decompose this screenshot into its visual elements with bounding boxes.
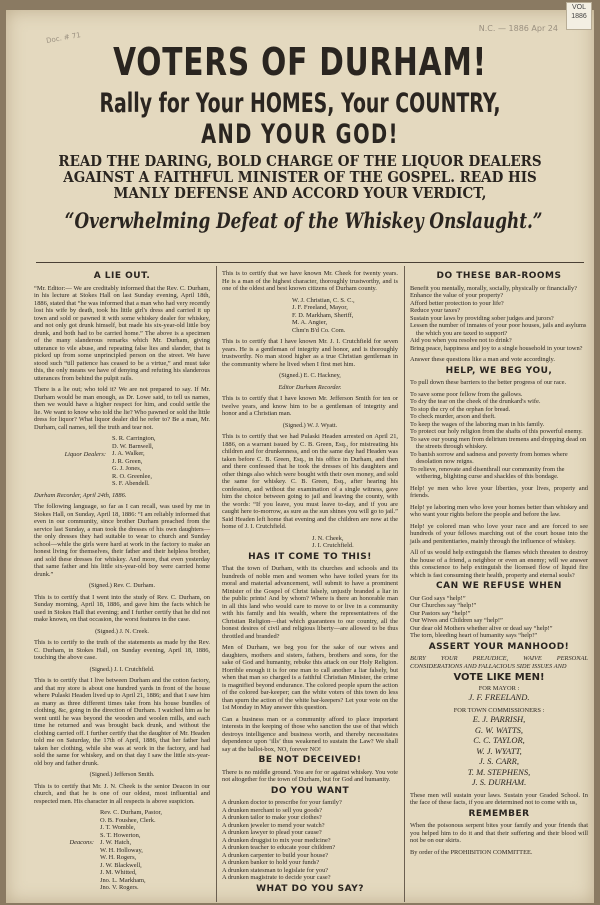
deacons-label: Deacons: — [69, 839, 94, 846]
list-item: Chm'n B'd Co. Com. — [292, 326, 346, 334]
list-item: C. C. TAYLOR, — [473, 735, 525, 745]
paragraph: This is to certify that we have known Mr. Cheek for twenty years. He is a man of the highest character, thoroughly trustworthy, and is one of the oldest and best known citizens of Durham county. — [222, 270, 398, 292]
section-heading: REMEMBER — [468, 808, 530, 819]
list-item: J. N. Cheek, — [312, 534, 344, 542]
paragraph: Help! ye colored man who love your race and are forced to see hundreds of your fellows marching out of the court house into the jails and penitentiaries, mainly through the influence of whiskey. — [410, 522, 588, 545]
list-item: M. A. Angier, — [292, 319, 328, 326]
list-item: S. T. Howerton, — [100, 831, 141, 839]
section-heading: HAS IT COME TO THIS! — [248, 551, 372, 562]
list-item: Afford better protection to your life? — [410, 299, 504, 307]
dealers-block — [34, 435, 210, 492]
column-divider — [404, 266, 405, 902]
paragraph: Men of Durham, we beg you for the sake of our wives and daughters, mothers and sisters, fathers, brothers and sons, for the sake of God and humanity, rebuke this attack on our Holy Religion. Horrible enough it is for one man to call another a liar falsely, but when that man so charged is a faithful Christian Minister, the crime is magnified beyond endurance. The colored people spurn the action of the colored bar-keeper; can the white voters of this town do less than spurn the action of the white bar-keepers? Let your vote on the 1st Monday in May answer this question. — [222, 644, 398, 711]
list-item: Sustain your laws by providing sober judges and jurors? — [410, 314, 554, 322]
pencil-note-top: N.C. — 1886 Apr 24 — [478, 24, 558, 33]
paragraph: This is to certify that we had Pulaski Headen arrested on April 21, 1886, on a warrant issued by C. B. Green, Esq., for mistreating his children and for drunkenness, and on the same day had Headen was taken before C. B. Green, Esq., in his office in Durham, and then and there confessed that he took the dresses of his daughters and other things also which were bought with their own money, and sold the same for whiskey. C. B. Green, Esq., after hearing his confession, and without the examination of a single witness, gave him the choice between going to jail and leaving the county, with the words: “If you leave, you must leave to-day, and if you are caught here to-morrow, as sure as the sun shines you will go to jail.” Said Headen left home that evening and the children are now at the home of J. I. Crutchfield. — [222, 433, 398, 530]
list-item: J. W. Blackwell, — [100, 861, 142, 869]
list-item: To banish sorrow and sadness and poverty from homes where desolation now reigns. — [410, 450, 568, 465]
list-item: J. I. Crutchfield. — [312, 542, 354, 549]
signature: (Signed.) Rev. C. Durham. — [88, 582, 156, 589]
list-item: To save some poor fellow from the gallows. — [410, 390, 523, 398]
list-item: Aid you when you resolve not to drink? — [410, 337, 512, 344]
headline-defeat: “Overwhelming Defeat of the Whiskey Onslaught.” — [64, 208, 543, 233]
signature: (Signed.) W. J. Wyatt. — [282, 421, 338, 429]
signature-title: Editor Durham Recorder. — [278, 383, 342, 391]
commissioners-list — [410, 714, 588, 788]
headline-god: AND YOUR GOD! — [201, 119, 399, 150]
paragraph: There is a lie out; who told it? We are not prepared to say. If Mr. Durham would be man enough, as Dr. Lowe said, to tell us names, then we would have a higher respect for him, and could settle the lie. We want to know who told the lie? Who pawned or sold the little dress for liquor? What liquor dealer did he refer to? Be a man, Mr. Durham, call names, tell the truth and tear not. — [34, 386, 210, 431]
signature: (Signed.) J. N. Creek. — [95, 627, 149, 635]
column-right — [410, 270, 588, 902]
section-heading: HELP, WE BEG YOU, — [445, 365, 553, 376]
signers-list — [222, 535, 398, 550]
list-item: Our Churches say “help!” — [410, 602, 477, 609]
paragraph: The following language, so far as I can recall, was used by me in Stokes Hall, on Sunday, April 18, 1886: “I am reliably informed that even in our community, since brother Durham preached from the service last Sunday, a man took the dresses of his own daughters—the only dresses they had suitable to wear to church and Sunday school—while the girls were hard at work in the factory to make an honest living for themselves, their father and their helpless brother, and sold these dresses for whiskey. And more, that even yesterday that same father and his little six-year-old boy were carried home drunk.” — [34, 503, 210, 578]
signature: (Signed.) Jefferson Smith. — [89, 771, 155, 778]
list-item: D. W. Barnwell, — [112, 442, 154, 450]
list-item: F. D. Markham, Sheriff, — [292, 311, 354, 319]
column-left — [34, 270, 210, 902]
list-item: To protect our holy religion from the shafts of this powerful enemy. — [410, 428, 583, 435]
list-item: A drunken teacher to educate your children? — [222, 844, 336, 851]
archive-tag — [566, 2, 592, 30]
bar-rooms-list — [410, 285, 588, 353]
list-item: J. W. Hatch, — [100, 839, 132, 846]
paragraph: BURY YOUR PREJUDICE, WAIVE PERSONAL CONSIDERATIONS AND FALLACIOUS SIDE ISSUES AND — [410, 655, 588, 670]
wants-list — [222, 799, 398, 882]
list-item: A drunken statesman to legislate for you? — [222, 866, 329, 874]
list-item: S. F. Abendell. — [112, 480, 150, 487]
section-heading: DO YOU WANT — [270, 785, 350, 796]
list-item: Bring peace, happiness and joy to a single household in your town? — [410, 344, 583, 352]
paragraph: When the poisonous serpent bites your family and your friends that you helped him to do it and that their suffering and their blood will not be on our skirts. — [410, 822, 588, 844]
list-item: O. B. Foushee, Clerk. — [100, 816, 156, 824]
list-item: J. T. Womble, — [100, 824, 136, 831]
mayor-name: J. F. FREELAND. — [468, 692, 530, 702]
paragraph: Answer these questions like a man and vote accordingly. — [410, 356, 555, 363]
section-heading: BE NOT DECEIVED! — [258, 755, 362, 765]
list-item: W. J. WYATT, — [476, 745, 522, 756]
section-heading-lie: A LIE OUT. — [93, 271, 151, 281]
pencil-note-left: Doc. # 71 — [45, 31, 82, 45]
list-item: A drunken lawyer to plead your cause? — [222, 829, 322, 836]
list-item: A drunken tailor to make your clothes? — [222, 814, 322, 821]
list-item: T. M. STEPHENS, — [467, 766, 531, 777]
header — [6, 40, 594, 234]
list-item: Benefit you mentally, morally, socially, physically or financially? — [410, 284, 577, 292]
headline-rally: Rally for Your HOMES, Your COUNTRY, — [99, 88, 501, 119]
paragraph: This is to certify that Mr. J. N. Cheek is the senior Deacon in our church, and that he is one of our oldest, most influential and respected men. His character in all respects is above suspicion. — [34, 782, 210, 805]
paragraph: There is no middle ground. You are for or against whiskey. You vote not altogether for the town of Durham, but for God and humanity. — [222, 768, 398, 783]
list-item: A drunken druggist to mix your medicine? — [222, 836, 331, 844]
paragraph: This is to certify that I live between Durham and the cotton factory, and that my store is about one hundred yards in front of the house where Pulaski Headen lived up to April 21, 1886; and that I saw him as many as three different times take from his house bundles of clothing, &c, going in the direction of Durham. I watched him as he went until he was beyond the wooden and woolen mills, and each time he returned and was brought back drunk, and without the clothing carried off. I further certify that the daughter of Mr. Headen told me on Saturday, the 17th of April, 1886, that her father had taken her clothing, while she was at work in the factory, and had sold the same for whiskey, and on that day I saw the little six-year-old boy and father drunk. — [34, 677, 210, 767]
list-item: A drunken magistrate to decide your case? — [222, 874, 331, 881]
paragraph: That the town of Durham, with its churches and schools and its hundreds of noble men and women who have toiled years for its moral and material advancement, will submit to have a prominent Minister of the Gospel of Christ falsely, unjustly branded a liar in the public prints! And by whom? Where is there an honorable man in all this land who would care to move to or live in a community with his family and his wealth, where the representatives of the Christian Religion—that which guarantees to our country, all the bonest desires of civil and religious liberty—are allowed to be thus throttled and branded? — [222, 565, 398, 640]
list-item: W. H. Rogers, — [100, 854, 137, 861]
paragraph: These men will sustain your laws. Sustain your Graded School. In the face of these facts, if you are determined not to come with us, — [410, 791, 588, 806]
list-item: Jno. V. Rogers. — [100, 884, 139, 891]
list-item: R. O. Greenlee, — [112, 472, 152, 480]
header-rule — [36, 262, 584, 263]
list-item: To dry the tear on the cheek of the drunkard's wife. — [410, 398, 541, 405]
section-heading: DO THESE BAR-ROOMS — [436, 271, 562, 281]
list-item: To save our young men from delirium tremens and dropping dead on the streets through whiskey. — [410, 435, 587, 450]
archive-tag-line2: 1886 — [571, 13, 587, 20]
list-item: J. A. Walker, — [112, 450, 145, 457]
list-item: To check murder, arson and theft. — [410, 413, 496, 420]
body-columns — [34, 266, 590, 902]
dateline: Durham Recorder, April 24th, 1886. — [34, 491, 127, 499]
list-item: Jno. L. Markham, — [100, 876, 146, 884]
list-item: Rev. C. Durham, Pastor, — [100, 809, 162, 816]
list-item: G. W. WATTS, — [474, 724, 524, 735]
list-item: A drunken doctor to prescribe for your family? — [222, 799, 342, 806]
paragraph: To pull down these barriers to the better progress of our race. — [410, 379, 567, 386]
column-divider — [216, 266, 217, 902]
signers-list — [222, 297, 398, 335]
commissioners-label: FOR TOWN COMMISSIONERS : — [453, 706, 545, 714]
paragraph: This is to certify that I have known Mr. J. I. Crutchfield for seven years. He is a gentleman of integrity and honor, and is thoroughly trustworthy. No man stood higher as a true Christian gentleman in the community where he lived when I first met him. — [222, 338, 398, 368]
dealers-label: Liquor Dealers: — [64, 451, 106, 458]
list-item: A drunken banker to hold your funds? — [222, 859, 320, 866]
section-heading: ASSERT YOUR MANHOOD! — [428, 641, 570, 652]
list-item: S. R. Carrington, — [112, 435, 156, 442]
paragraph: Help! ye laboring men who love your homes better than whiskey and who want your rights before the people and before the law. — [410, 503, 588, 518]
column-middle — [222, 270, 398, 902]
deacons-block — [34, 809, 210, 896]
paragraph: Help! ye men who love your liberties, your lives, property and friends. — [410, 484, 588, 499]
paragraph: This is to certify that I went into the study of Rev. C. Durham, on Sunday morning, April 18, 1886, and gave him the facts which he used in Stokes Hall that evening; and I further certify that he did not make known, on that occasion, the worst features in the case. — [34, 593, 210, 623]
list-item: A drunken merchant to sell you goods? — [222, 806, 323, 814]
headline-read: READ THE DARING, BOLD CHARGE OF THE LIQUOR DEALERS AGAINST A FAITHFUL MINISTER OF THE GOSPEL. READ HIS MANLY DEFENSE AND ACCORD YOUR VERDICT, — [58, 153, 542, 202]
list-item: To keep the wages of the laboring man in his family. — [410, 420, 545, 428]
list-item: To relieve, renovate and disenthrall our community from the withering, blighting curse and shackles of this bondage. — [410, 465, 565, 480]
list-item: Reduce your taxes? — [410, 307, 461, 314]
section-heading: CAN WE REFUSE WHEN — [436, 581, 562, 591]
list-item: E. J. PARRISH, — [472, 714, 526, 724]
list-item: J. S. DURHAM. — [471, 777, 527, 787]
paragraph: This is to certify to the truth of the statements as made by the Rev. C. Durham, in Stokes Hall, on Sunday evening, April 18, 1886, touching the above case. — [34, 639, 210, 661]
section-heading: WHAT DO YOU SAY? — [256, 883, 364, 894]
list-item: Our dear old Mothers whether alive or dead say “help!” — [410, 624, 553, 632]
list-item: A drunken carpenter to build your house? — [222, 851, 329, 859]
list-item: To stop the cry of the orphan for bread. — [410, 405, 511, 413]
paragraph: “Mr. Editor:— We are creditably informed that the Rev. C. Durham, in his lecture at Stokes Hall on last Sunday evening, April 18th, 1886, stated that “he was informed that a man who had very recently lost his wife by death, took his little girl's dress and carried it up town and sold or pawned it with some whiskey dealer for whiskey, and not only got drunk himself, but made his six-year-old little boy drunk, and both had to be carried home.” The above is a specimen of the many slanderous remarks which Mr. Durham, giving utterance to vile abuse, and repeating false lies and slander, that is picked up from some unprincipled person on the street. We have stood such “till patience has ceased to be a virtue,” and must take this, the only means we have of denying and refuting his slanderous utterances from behind the pulpit rails. — [34, 284, 210, 382]
list-item: J. F. Freeland, Mayor, — [292, 304, 348, 311]
dealers-list — [112, 435, 156, 488]
closing-line: By order of the PROHIBITION COMMITTEE. — [410, 848, 533, 856]
deacons-list — [100, 809, 162, 892]
signature: (Signed.) E. C. Hackney, — [279, 372, 341, 379]
list-item: J. R. Green, — [112, 457, 143, 465]
page-title: VOTERS OF DURHAM! — [113, 40, 487, 84]
refuse-list — [410, 595, 588, 640]
list-item: G. J. Jones, — [112, 465, 142, 472]
paragraph: All of us would help extinguish the flames which threaten to destroy the house of a friend, a neighbor or even an enemy; will we answer this conscience to help extinguish the licensed flow of liquid fire which is fast consuming their health, property and eternal souls? — [410, 549, 588, 579]
help-list — [410, 391, 588, 481]
list-item: Enhance the value of your property? — [410, 292, 504, 299]
list-item: Our God says “help!” — [410, 594, 466, 602]
list-item: J. S. CARR, — [479, 756, 519, 766]
signature: (Signed.) J. I. Crutchfield. — [89, 665, 155, 673]
list-item: W. J. Christian, C. S. C., — [292, 296, 355, 304]
mayor-label: FOR MAYOR : — [478, 684, 520, 692]
paragraph: Can a business man or a community afford to place important interests in the keeping of those who sanction the use of that which destroys intelligence and business worth, and thereby necessitates dependence upon ‘ills’ thus weakened to sustain the Law? We shall say at the ballot-box, NO, forever NO! — [222, 715, 398, 753]
list-item: Lessen the number of inmates of your poor houses, jails and asylums the which you are taxed to support? — [410, 322, 587, 337]
list-item: The torn, bleeding heart of humanity says “help!” — [410, 632, 538, 639]
section-heading-vote: VOTE LIKE MEN! — [453, 672, 545, 683]
list-item: A drunken jeweler to mend your watch? — [222, 821, 325, 829]
list-item: Our Pastors say “help!” — [410, 609, 471, 617]
broadside-sheet — [6, 4, 594, 903]
list-item: J. M. Whitted, — [100, 869, 137, 876]
list-item: Our Wives and Children say “help!” — [410, 617, 503, 624]
archive-tag-line1: VOL — [571, 4, 586, 11]
paragraph: This is to certify that I have known Mr. Jefferson Smith for ten or twelve years, and know him to be a gentleman of integrity and honor and a Christian man. — [222, 395, 398, 417]
list-item: W. H. Holloway, — [100, 846, 143, 854]
